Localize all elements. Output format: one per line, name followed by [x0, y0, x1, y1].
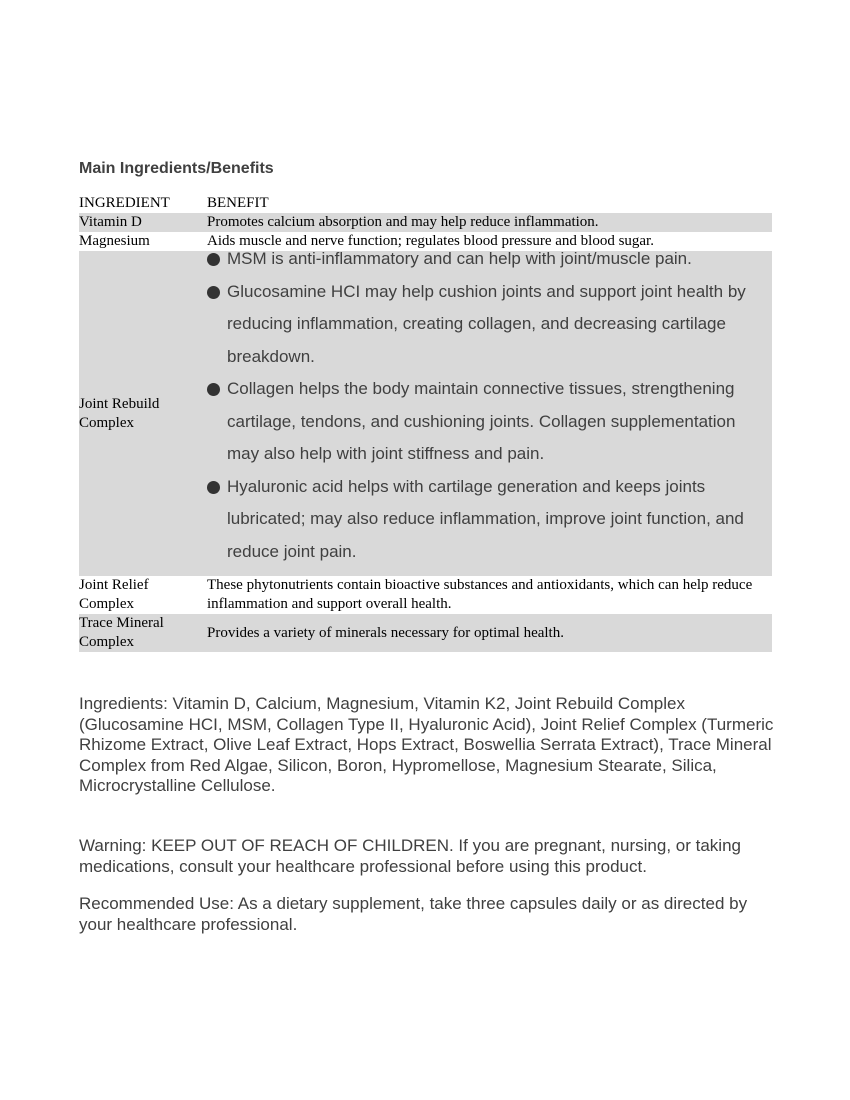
- bullet-text: Hyaluronic acid helps with cartilage generation and keeps joints lubricated; may also reduce inflammation, improve joint function, and reduce joint pain.: [227, 476, 744, 561]
- bullet-icon: [207, 253, 220, 266]
- ingredient-cell: Joint Rebuild Complex: [79, 395, 160, 431]
- list-item: [207, 471, 772, 569]
- ingredient-cell: Joint Relief Complex: [79, 577, 149, 612]
- table-row: [79, 251, 772, 576]
- benefit-bullet-list: [207, 243, 772, 568]
- warning-paragraph: Warning: KEEP OUT OF REACH OF CHILDREN. If you are pregnant, nursing, or taking medications, consult your healthcare professional before using this product.: [79, 836, 741, 876]
- bullet-icon: [207, 481, 220, 494]
- benefit-cell: These phytonutrients contain bioactive substances and antioxidants, which can help reduce inflammation and support overall health.: [207, 577, 753, 612]
- bullet-icon: [207, 286, 220, 299]
- table-row: [79, 576, 772, 614]
- section-heading: Main Ingredients/Benefits: [79, 160, 274, 177]
- benefit-cell: [207, 251, 772, 576]
- list-item: [207, 276, 772, 374]
- ingredients-paragraph: Ingredients: Vitamin D, Calcium, Magnesium, Vitamin K2, Joint Rebuild Complex (Glucosamine HCI, MSM, Collagen Type II, Hyaluronic Acid), Joint Relief Complex (Turmeric Rhizome Extract, Olive Leaf Extract, Hops Extract, Boswellia Serrata Extract), Trace Mineral Complex from Red Algae, Silicon, Boron, Hypromellose, Magnesium Stearate, Silica, Microcrystalline Cellulose.: [79, 694, 774, 795]
- bullet-text: Collagen helps the body maintain connective tissues, strengthening cartilage, tendons, and cushioning joints. Collagen supplementation may also help with joint stiffness and pain.: [227, 379, 736, 463]
- benefit-cell: Promotes calcium absorption and may help reduce inflammation.: [207, 214, 599, 230]
- bullet-text: MSM is anti-inflammatory and can help with joint/muscle pain.: [227, 249, 692, 268]
- column-header-ingredient: INGREDIENT: [79, 195, 170, 211]
- table-row: [79, 614, 772, 652]
- list-item: [207, 373, 772, 471]
- ingredient-cell: Vitamin D: [79, 214, 142, 230]
- ingredients-table: [79, 193, 772, 652]
- column-header-benefit: BENEFIT: [207, 195, 269, 211]
- benefit-cell: Aids muscle and nerve function; regulates blood pressure and blood sugar.: [207, 233, 654, 249]
- table-row: [79, 213, 772, 232]
- ingredient-cell: Magnesium: [79, 233, 150, 249]
- bullet-text: Glucosamine HCI may help cushion joints and support joint health by reducing inflammation, creating collagen, and decreasing cartilage breakdown.: [227, 281, 746, 366]
- list-item: [207, 243, 772, 276]
- bullet-icon: [207, 383, 220, 396]
- table-header-row: [79, 193, 772, 213]
- benefit-cell: Provides a variety of minerals necessary for optimal health.: [207, 624, 564, 641]
- ingredient-cell: Trace Mineral Complex: [79, 615, 164, 650]
- recommended-use-paragraph: Recommended Use: As a dietary supplement, take three capsules daily or as directed by your healthcare professional.: [79, 894, 748, 934]
